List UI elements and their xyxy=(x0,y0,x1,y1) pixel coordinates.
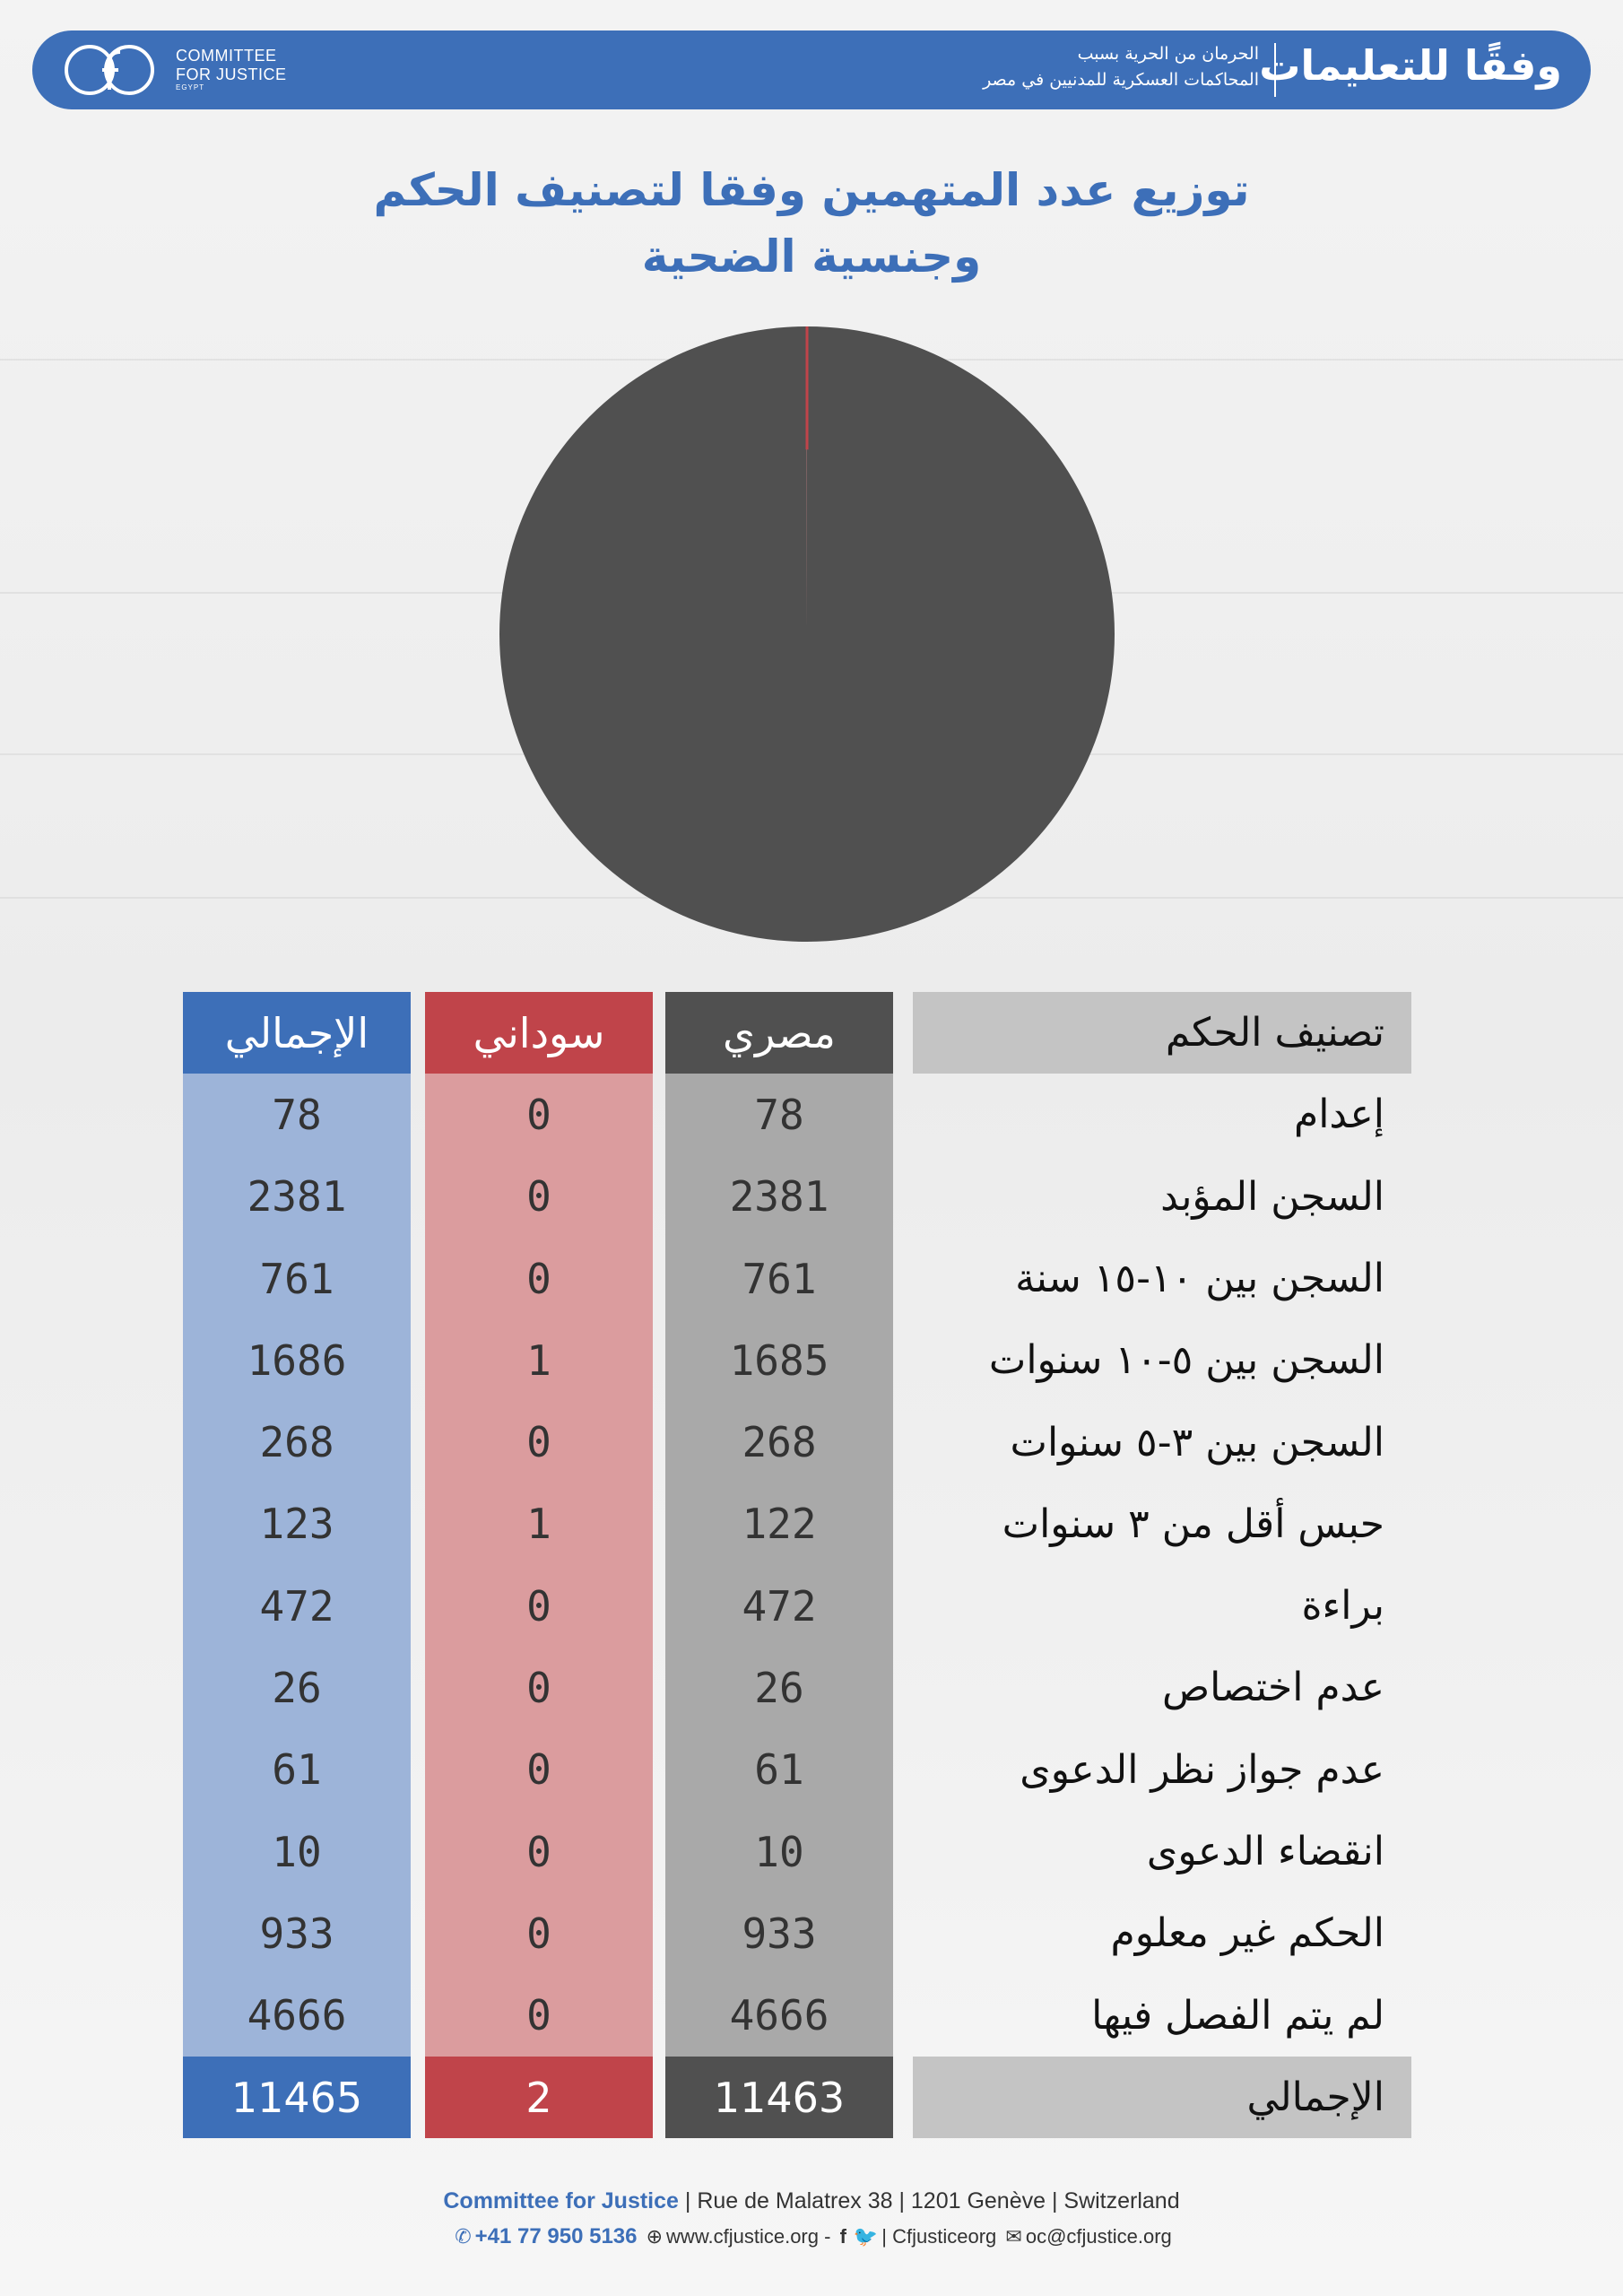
table-row-label: براءة xyxy=(1301,1583,1384,1630)
header-title: وفقًا للتعليمات xyxy=(1259,41,1562,90)
table-row-label: عدم اختصاص xyxy=(1161,1665,1384,1711)
table-cell-total: 26 xyxy=(272,1664,322,1713)
phone-icon: ✆ xyxy=(455,2225,472,2248)
table-cell-sudanese: 0 xyxy=(526,1827,551,1876)
email-icon: ✉ xyxy=(1005,2225,1022,2248)
chart-title xyxy=(0,157,1623,290)
table-cell-egyptian: 761 xyxy=(742,1254,817,1303)
footer-phone[interactable]: +41 77 950 5136 xyxy=(474,2224,638,2248)
table-cell-egyptian: 1685 xyxy=(729,1335,829,1385)
table-row-label: السجن المؤبد xyxy=(1160,1173,1384,1220)
table-cell-total: 761 xyxy=(259,1254,334,1303)
table-row-label: السجن بين ٣-٥ سنوات xyxy=(1010,1419,1384,1465)
footer-email[interactable]: oc@cfjustice.org xyxy=(1025,2225,1172,2248)
table-cell-sudanese: 0 xyxy=(526,1745,551,1795)
chart-title-line2: وجنسية الضحية xyxy=(641,230,982,283)
table-row-label: الحكم غير معلوم xyxy=(1110,1910,1384,1957)
table-cell-total: 10 xyxy=(272,1827,322,1876)
table-cell-sudanese: 0 xyxy=(526,1991,551,2040)
footer-contacts: ✆ +41 77 950 5136 ⊕ www.cfjustice.org - f 🐦 | Cfjusticeorg ✉ oc@cfjustice.org xyxy=(455,2224,1172,2248)
org-name-line2: FOR JUSTICE xyxy=(176,65,287,83)
table-cell-total: 933 xyxy=(259,1909,334,1958)
globe-icon: ⊕ xyxy=(646,2225,664,2248)
table-cell-egyptian: 933 xyxy=(742,1909,817,1958)
table-cell-total: 2381 xyxy=(247,1172,347,1222)
table-header-sudanese: سوداني xyxy=(425,992,653,1074)
org-name-line1: COMMITTEE xyxy=(176,47,277,65)
table-cell-total: 78 xyxy=(272,1090,322,1139)
table-cell-egyptian: 4666 xyxy=(729,1991,829,2040)
table-row-label: حبس أقل من ٣ سنوات xyxy=(1002,1500,1384,1547)
footer-org: Committee for Justice xyxy=(443,2188,679,2213)
table-cell-total: 268 xyxy=(259,1418,334,1467)
table-total-sudanese: 2 xyxy=(425,2057,653,2138)
table-cell-sudanese: 1 xyxy=(526,1500,551,1549)
table-row-label: عدم جواز نظر الدعوى xyxy=(1020,1746,1384,1793)
table-total-egyptian: 11463 xyxy=(665,2057,893,2138)
chart-title-line1: توزيع عدد المتهمين وفقا لتصنيف الحكم xyxy=(373,164,1250,216)
table-total-total: 11465 xyxy=(183,2057,411,2138)
table-row-label: انقضاء الدعوى xyxy=(1146,1829,1384,1874)
footer-social-handle[interactable]: Cfjusticeorg xyxy=(892,2225,997,2248)
table-cell-sudanese: 0 xyxy=(526,1254,551,1303)
table-header-category: تصنيف الحكم xyxy=(913,992,1411,1074)
table-cell-total: 4666 xyxy=(247,1991,347,2040)
table-cell-sudanese: 0 xyxy=(526,1418,551,1467)
table-header-egyptian: مصري xyxy=(665,992,893,1074)
table-cell-sudanese: 1 xyxy=(526,1335,551,1385)
table-cell-egyptian: 268 xyxy=(742,1418,817,1467)
table-cell-sudanese: 0 xyxy=(526,1664,551,1713)
header-subtitle xyxy=(947,41,1259,93)
footer-website[interactable]: www.cfjustice.org - xyxy=(666,2225,831,2248)
table-cell-sudanese: 0 xyxy=(526,1581,551,1631)
header-bar xyxy=(32,30,1591,109)
table-cell-egyptian: 122 xyxy=(742,1500,817,1549)
footer-address-text: | Rue de Malatrex 38 | 1201 Genève | Switzerland xyxy=(678,2188,1180,2213)
table-cell-egyptian: 472 xyxy=(742,1581,817,1631)
table-row-label: لم يتم الفصل فيها xyxy=(1091,1992,1384,2039)
table-cell-total: 472 xyxy=(259,1581,334,1631)
pie-chart xyxy=(498,325,1116,944)
org-name xyxy=(176,47,287,92)
facebook-icon[interactable]: f xyxy=(839,2225,846,2248)
table-cell-egyptian: 61 xyxy=(754,1745,804,1795)
twitter-icon[interactable]: 🐦 xyxy=(853,2225,879,2248)
header-subtitle-line2: المحاكمات العسكرية للمدنيين في مصر xyxy=(983,70,1259,90)
table-header-total: الإجمالي xyxy=(183,992,411,1074)
table-total-label: الإجمالي xyxy=(913,2057,1411,2138)
table-cell-total: 123 xyxy=(259,1500,334,1549)
table-row-label: إعدام xyxy=(1293,1091,1384,1138)
table-cell-sudanese: 0 xyxy=(526,1090,551,1139)
table-cell-egyptian: 2381 xyxy=(729,1172,829,1222)
table-cell-egyptian: 10 xyxy=(754,1827,804,1876)
org-name-line3: EGYPT xyxy=(176,83,205,92)
table-cell-total: 61 xyxy=(272,1745,322,1795)
table-cell-total: 1686 xyxy=(247,1335,347,1385)
table-cell-egyptian: 26 xyxy=(754,1664,804,1713)
header-subtitle-line1: الحرمان من الحرية بسبب xyxy=(1077,44,1259,64)
table-cell-sudanese: 0 xyxy=(526,1909,551,1958)
committee-for-justice-logo-icon xyxy=(57,39,174,100)
table-cell-sudanese: 0 xyxy=(526,1172,551,1222)
table-cell-egyptian: 78 xyxy=(754,1090,804,1139)
footer-address xyxy=(0,2188,1623,2214)
table-row-label: السجن بين ٥-١٠ سنوات xyxy=(988,1337,1384,1384)
table-row-label: السجن بين ١٠-١٥ سنة xyxy=(1015,1255,1384,1301)
